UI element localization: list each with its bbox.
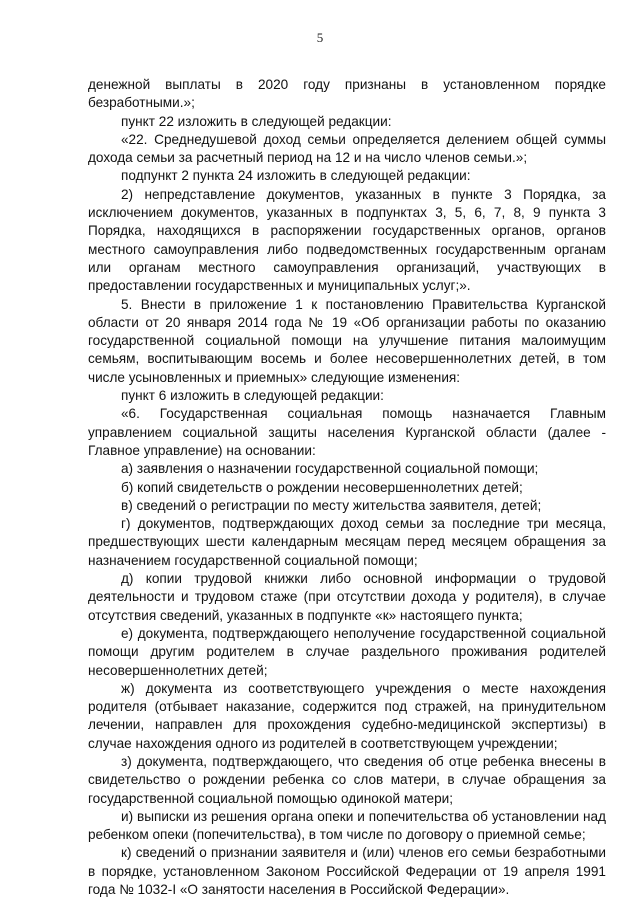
paragraph: е) документа, подтверждающего неполучение государственной социальной помощи другим родителем в случае раздельного проживания родителей несовершеннолетних детей;: [88, 625, 606, 678]
paragraph: г) документов, подтверждающих доход семьи за последние три месяца, предшествующих шести календарным месяцам перед месяцем обращения за назначением государственной социальной помощи;: [88, 516, 606, 568]
paragraph: подпункт 2 пункта 24 изложить в следующей редакции:: [121, 168, 471, 184]
page-number: 5: [316, 30, 324, 45]
paragraph: д) копии трудовой книжки либо основной информации о трудовой деятельности и трудовом стаже (при отсутствии дохода у родителя), в случае отсутствия сведений, указанных в подпункте «к» настоящего пункта;: [88, 571, 606, 623]
paragraph: в) сведений о регистрации по месту жительства заявителя, детей;: [121, 497, 542, 513]
paragraph: «22. Среднедушевой доход семьи определяется делением общей суммы дохода семьи за расчетный период на 12 и на число членов семьи.»;: [88, 131, 606, 166]
paragraph: ж) документа из соответствующего учреждения о месте нахождения родителя (отбывает наказание, содержится под стражей, на принудительном лечении, направлен для прохождения судебно-медицинской экспертизы) в случае нахождения одного из родителей в соответствующем учреждении;: [88, 680, 606, 751]
paragraph: а) заявления о назначении государственной социальной помощи;: [121, 461, 539, 477]
paragraph: пункт 6 изложить в следующей редакции:: [121, 388, 384, 404]
paragraph: з) документа, подтверждающего, что сведения об отце ребенка внесены в свидетельство о рождении ребенка со слов матери, в случае обращения за государственной социальной помощью одинокой матери;: [88, 753, 606, 806]
paragraph: денежной выплаты в 2020 году признаны в установленном порядке безработными.»;: [88, 77, 606, 111]
paragraph: пункт 22 изложить в следующей редакции:: [121, 113, 392, 129]
paragraph: 2) непредставление документов, указанных в пункте 3 Порядка, за исключением документов, указанных в подпунктах 3, 5, 6, 7, 8, 9 пункта 3 Порядка, находящихся в распоряжении государственных органов, органов местного самоуправления либо подведомственных государственным органам или органам местного самоуправления организаций, участвующих в предоставлении государственных и муниципальных услуг;».: [88, 186, 606, 294]
paragraph: б) копий свидетельств о рождении несовершеннолетних детей;: [121, 479, 523, 495]
paragraph: к) сведений о признании заявителя и (или) членов его семьи безработными в порядке, установленном Законом Российской Федерации от 19 апреля 1991 года № 1032-I «О занятости населения в Российской Федерации».: [88, 845, 606, 898]
paragraph: 5. Внести в приложение 1 к постановлению Правительства Курганской области от 20 января 2014 года № 19 «Об организации работы по оказанию государственной социальной помощи на улучшение питания малоимущим семьям, воспитывающим восемь и более несовершеннолетних детей, в том числе усыновленных и приемных» следующие изменения:: [88, 296, 606, 385]
paragraph: и) выписки из решения органа опеки и попечительства об установлении над ребенком опеки (попечительства), в том числе по договору о приемной семье;: [88, 808, 606, 843]
document-body: [88, 76, 606, 899]
paragraph: «6. Государственная социальная помощь назначается Главным управлением социальной защиты населения Курганской области (далее - Главное управление) на основании:: [88, 406, 606, 458]
